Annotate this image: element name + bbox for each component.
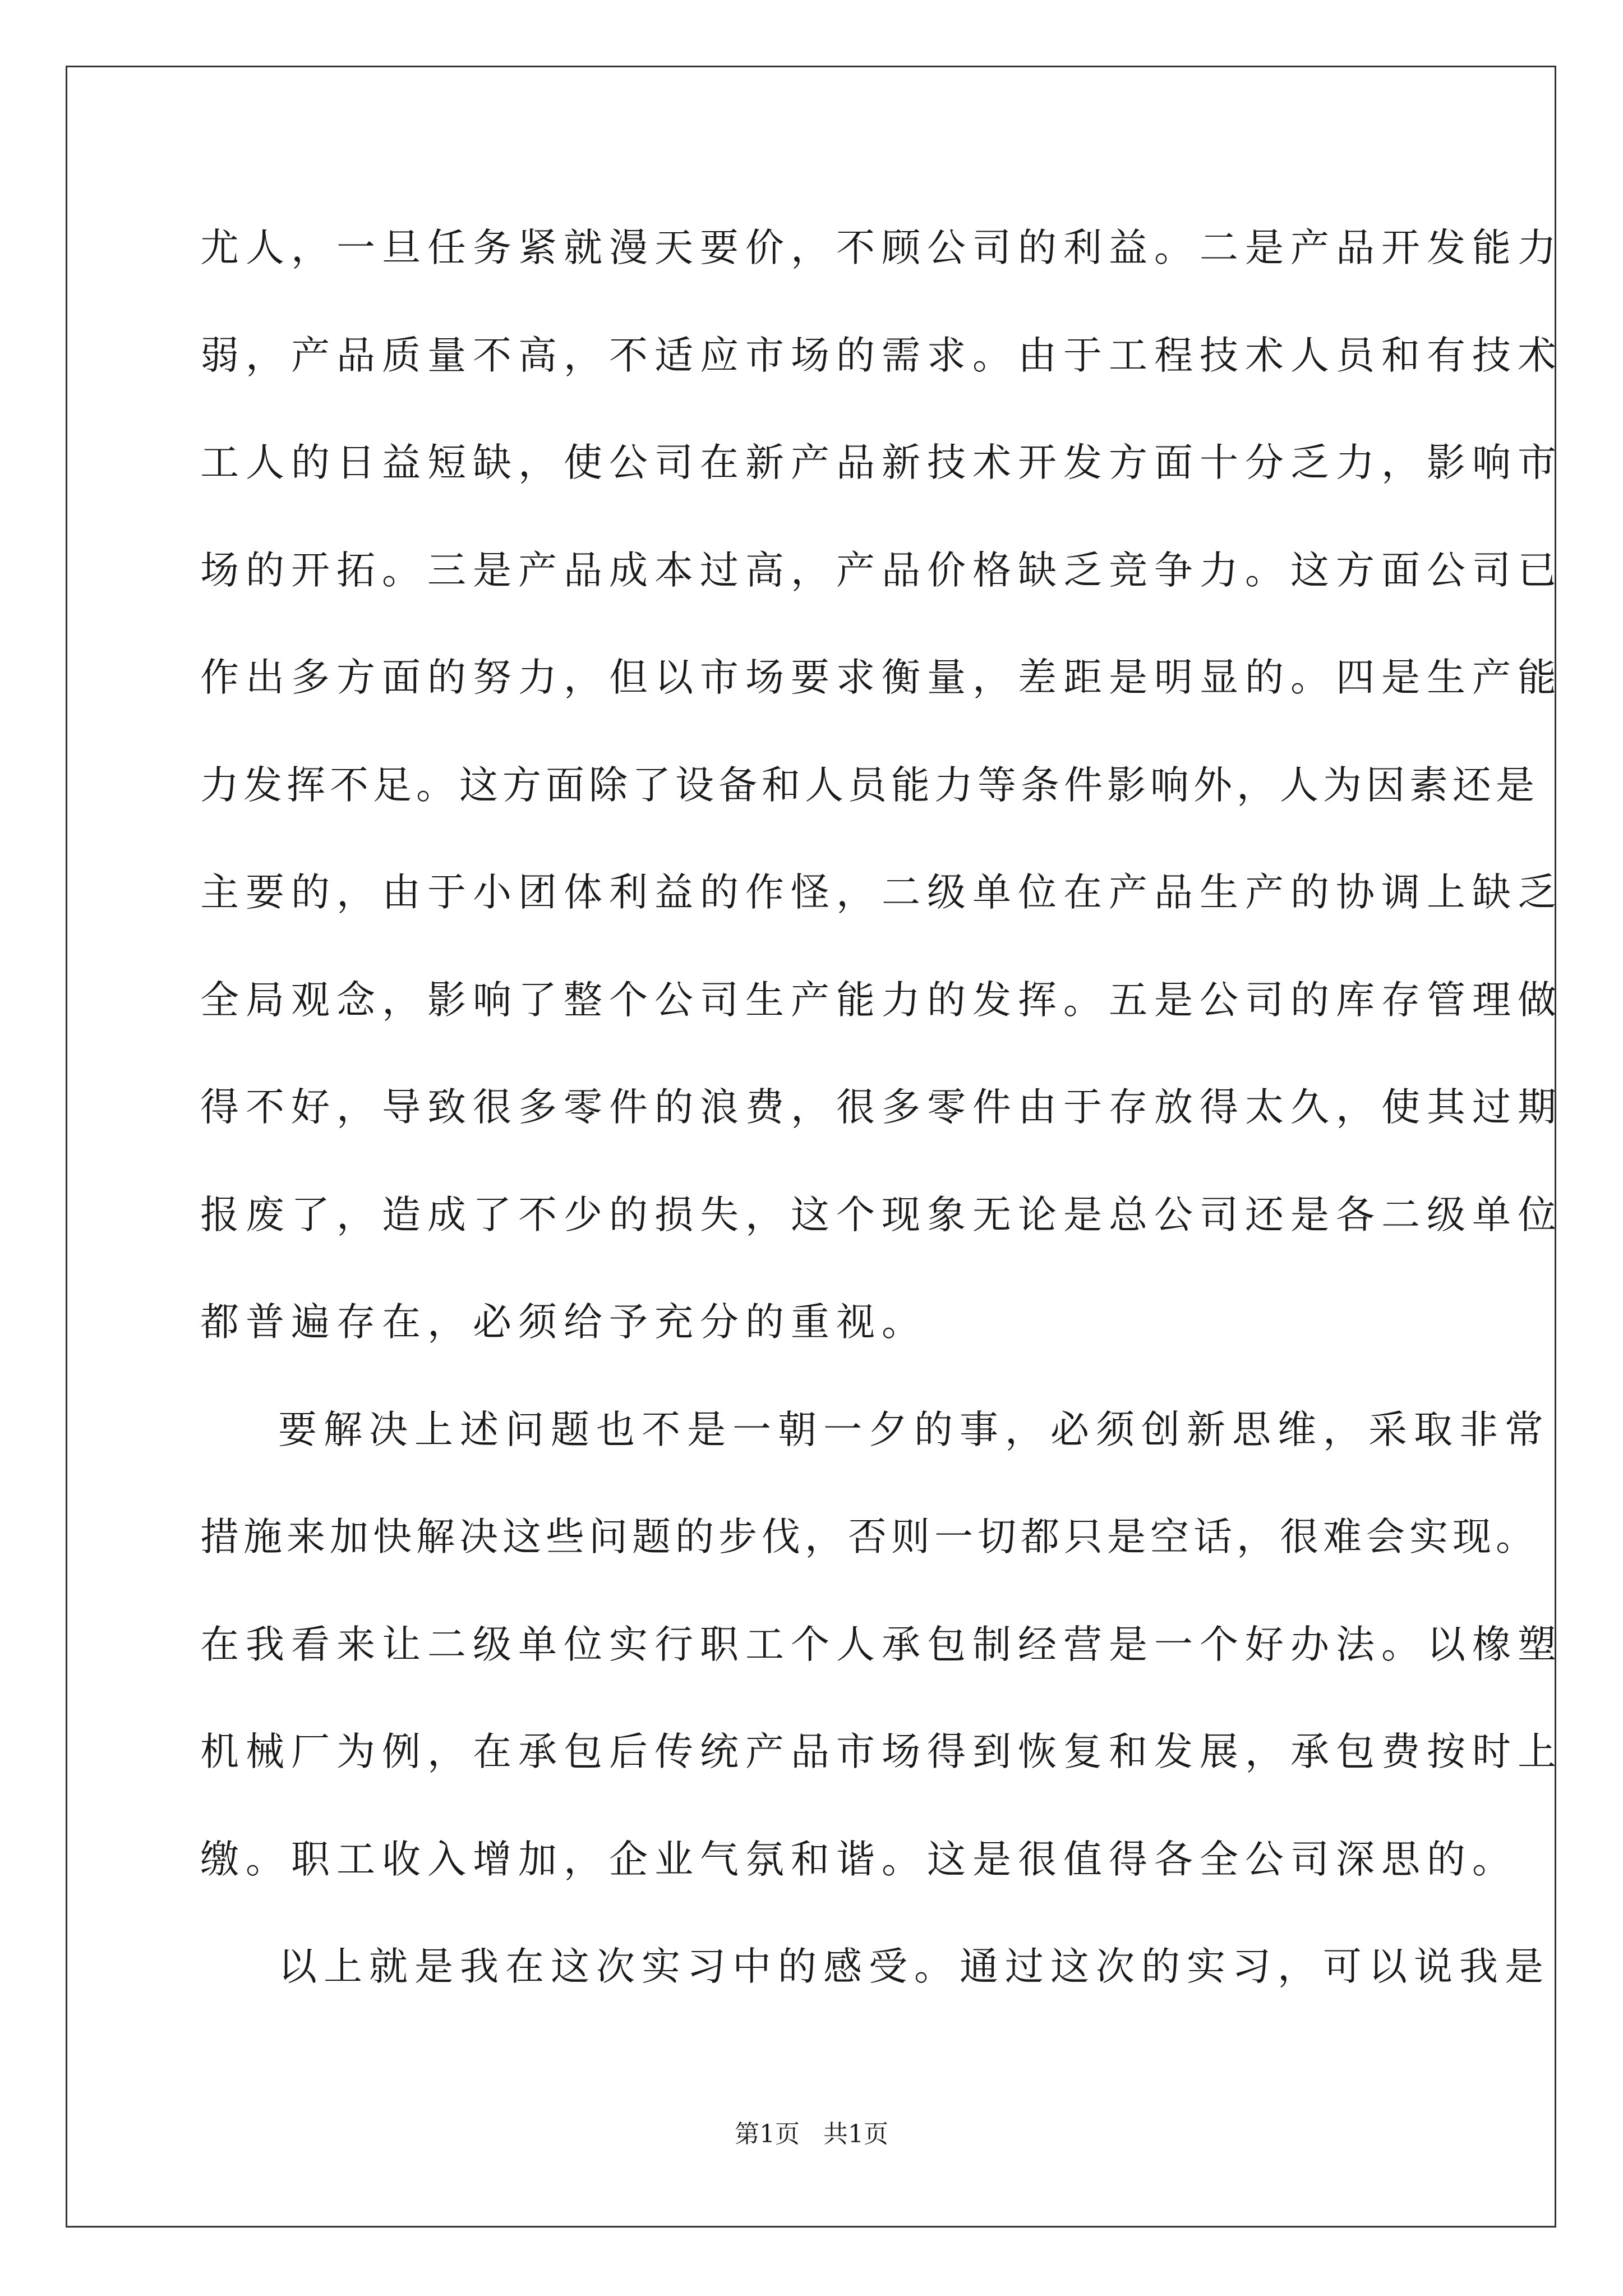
text-line: 尤人，一旦任务紧就漫天要价，不顾公司的利益。二是产品开发能力 [200,226,1563,270]
text-line: 在我看来让二级单位实行职工个人承包制经营是一个好办法。以橡塑 [200,1622,1563,1667]
text-line: 得不好，导致很多零件的浪费，很多零件由于存放得太久，使其过期 [200,1085,1563,1130]
text-line: 全局观念，影响了整个公司生产能力的发挥。五是公司的库存管理做 [200,978,1563,1023]
text-line: 工人的日益短缺，使公司在新产品新技术开发方面十分乏力，影响市 [200,440,1563,485]
text-line: 措施来加快解决这些问题的步伐，否则一切都只是空话，很难会实现。 [200,1515,1539,1559]
text-line: 要解决上述问题也不是一朝一夕的事，必须创新思维，采取非常 [278,1407,1550,1452]
text-line: 报废了，造成了不少的损失，这个现象无论是总公司还是各二级单位 [200,1193,1563,1237]
page-border [66,66,1563,2228]
text-line: 弱，产品质量不高，不适应市场的需求。由于工程技术人员和有技术 [200,333,1563,378]
text-line: 缴。职工收入增加，企业气氛和谐。这是很值得各全公司深思的。 [200,1837,1518,1882]
text-line: 场的开拓。三是产品成本过高，产品价格缺乏竞争力。这方面公司已 [200,548,1563,593]
text-line: 都普遍存在，必须给予充分的重视。 [200,1300,927,1345]
text-line: 主要的，由于小团体利益的作怪，二级单位在产品生产的协调上缺乏 [200,870,1563,915]
text-line: 以上就是我在这次实习中的感受。通过这次的实习，可以说我是 [278,1944,1550,1989]
text-line: 力发挥不足。这方面除了设备和人员能力等条件影响外，人为因素还是 [200,763,1539,808]
text-line: 机械厂为例，在承包后传统产品市场得到恢复和发展，承包费按时上 [200,1729,1563,1774]
text-line: 作出多方面的努力，但以市场要求衡量，差距是明显的。四是生产能 [200,655,1563,700]
page-footer: 第1页 共1页 [735,2120,888,2148]
